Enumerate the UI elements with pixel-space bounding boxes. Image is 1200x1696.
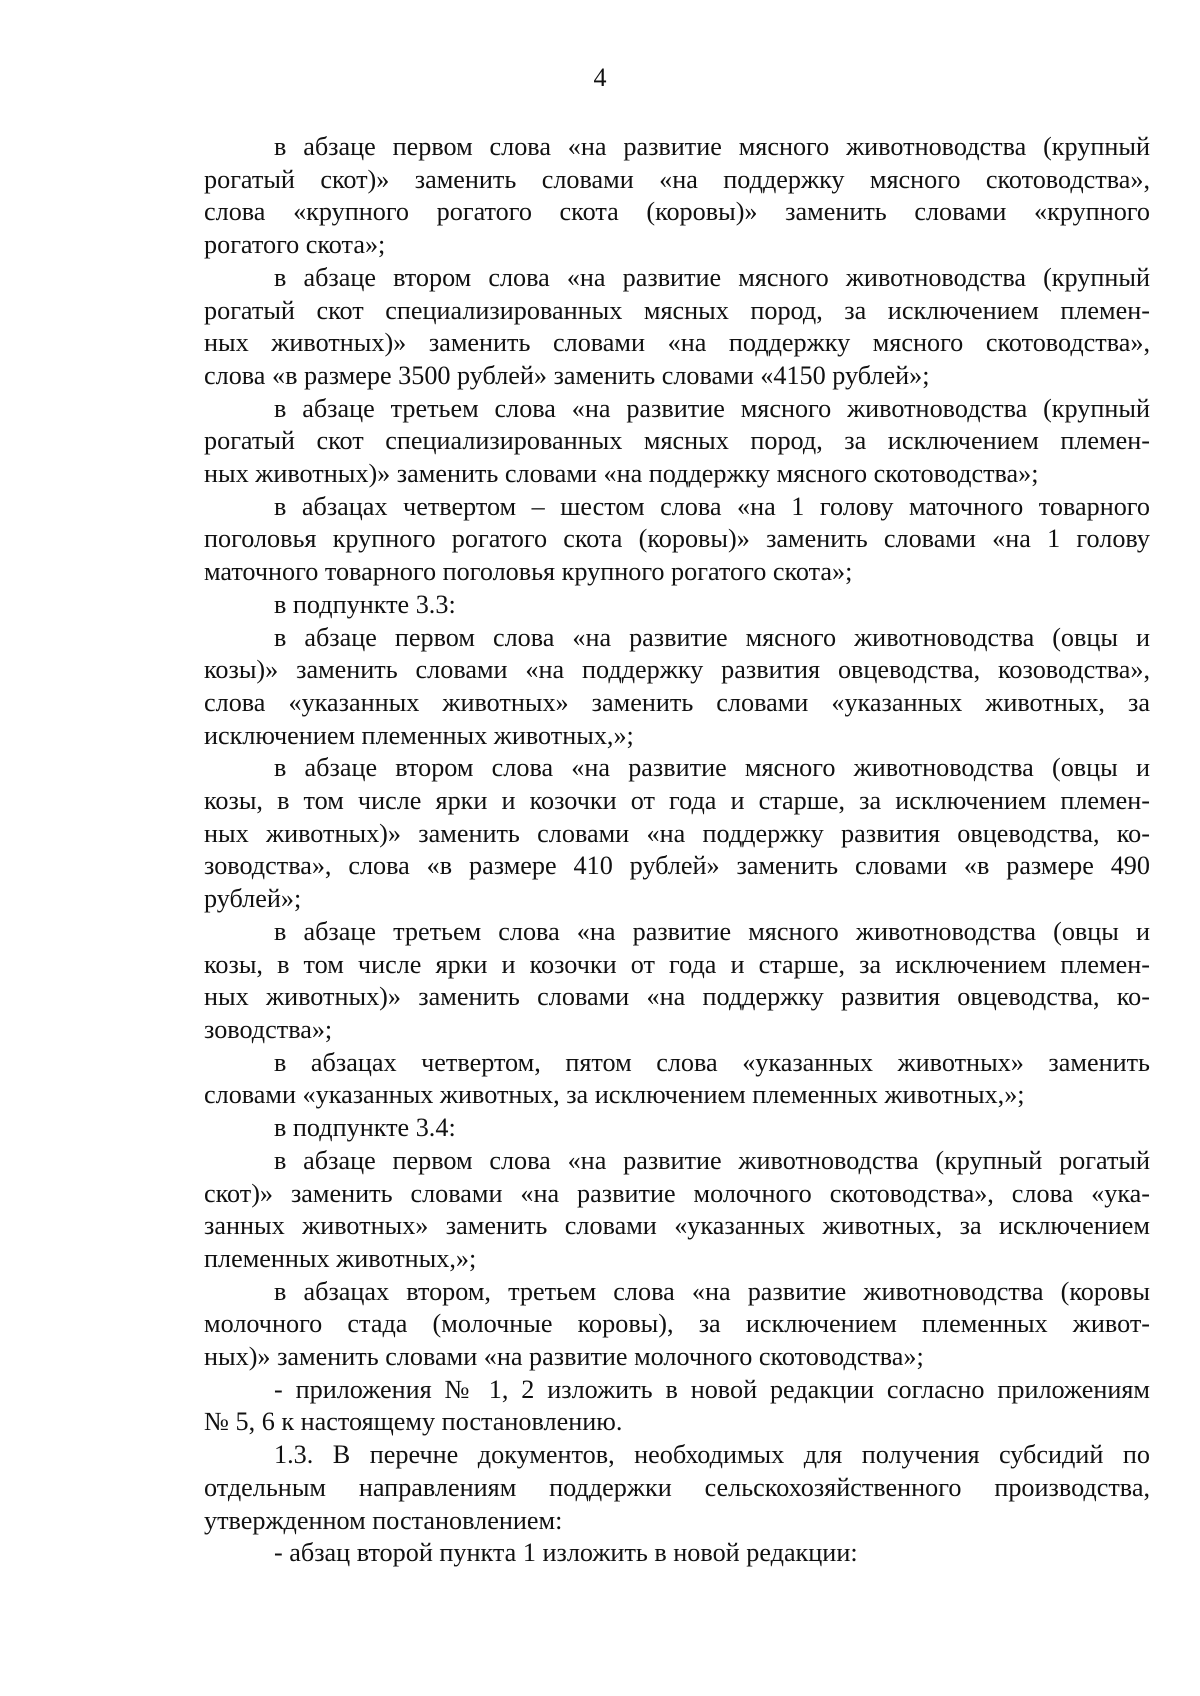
- text-line: рогатый скот специализированных мясных пород, за исключением племен-: [204, 295, 1150, 325]
- text-line: зоводства», слова «в размере 410 рублей» заменить словами «в размере 490: [204, 851, 1150, 881]
- paragraph: [204, 393, 1150, 491]
- text-line: рогатый скот специализированных мясных пород, за исключением племен-: [204, 426, 1150, 456]
- paragraph: [204, 916, 1150, 1047]
- text-line: молочного стада (молочные коровы), за исключением племенных живот-: [204, 1309, 1150, 1339]
- text-line: в абзаце третьем слова «на развитие мясного животноводства (крупный: [274, 393, 1150, 423]
- paragraph: [204, 1374, 1150, 1439]
- text-line: рогатый скот)» заменить словами «на поддержку мясного скотоводства»,: [204, 164, 1150, 194]
- text-line: маточного товарного поголовья крупного рогатого скота»;: [204, 557, 853, 587]
- text-line: слова «в размере 3500 рублей» заменить словами «4150 рублей»;: [204, 360, 930, 390]
- text-line: скот)» заменить словами «на развитие молочного скотоводства», слова «ука-: [204, 1178, 1150, 1208]
- text-line: - приложения № 1, 2 изложить в новой редакции согласно приложениям: [274, 1374, 1150, 1404]
- text-line: в абзаце первом слова «на развитие мясного животноводства (крупный: [274, 132, 1150, 161]
- text-line: в абзаце втором слова «на развитие мясного животноводства (овцы и: [274, 753, 1150, 783]
- text-line: в абзацах четвертом, пятом слова «указанных животных» заменить: [274, 1047, 1150, 1077]
- text-line: слова «указанных животных» заменить словами «указанных животных, за: [204, 687, 1150, 717]
- text-line: утвержденном постановлением:: [204, 1505, 563, 1535]
- text-line: рогатого скота»;: [204, 230, 386, 260]
- text-line: в абзацах втором, третьем слова «на развитие животноводства (коровы: [274, 1276, 1150, 1306]
- text-line: в абзаце первом слова «на развитие мясного животноводства (овцы и: [274, 622, 1150, 652]
- document-body: [204, 131, 1150, 1570]
- text-line: в абзаце третьем слова «на развитие мясного животноводства (овцы и: [274, 916, 1150, 946]
- text-line: отдельным направлениям поддержки сельскохозяйственного производства,: [204, 1472, 1150, 1502]
- text-line: ных животных)» заменить словами «на поддержку развития овцеводства, ко-: [204, 982, 1150, 1012]
- text-line: ных животных)» заменить словами «на поддержку мясного скотоводства»;: [204, 459, 1039, 489]
- text-line: козы)» заменить словами «на поддержку развития овцеводства, козоводства»,: [204, 655, 1150, 685]
- paragraph: [204, 1537, 1150, 1570]
- text-line: ных)» заменить словами «на развитие молочного скотоводства»;: [204, 1342, 924, 1372]
- text-line: в абзацах четвертом – шестом слова «на 1 голову маточного товарного: [274, 491, 1150, 521]
- text-line: в подпункте 3.4:: [274, 1113, 456, 1143]
- page-number: 4: [593, 63, 607, 92]
- text-line: козы, в том числе ярки и козочки от года и старше, за исключением племен-: [204, 786, 1150, 816]
- text-line: козы, в том числе ярки и козочки от года и старше, за исключением племен-: [204, 949, 1150, 979]
- text-line: в подпункте 3.3:: [274, 589, 456, 619]
- text-line: занных животных» заменить словами «указанных животных, за исключением: [204, 1211, 1150, 1241]
- paragraph: [204, 1145, 1150, 1276]
- paragraph: [204, 622, 1150, 753]
- paragraph: [204, 1047, 1150, 1112]
- paragraph: [204, 1276, 1150, 1374]
- paragraph: [204, 262, 1150, 393]
- text-line: ных животных)» заменить словами «на поддержку развития овцеводства, ко-: [204, 818, 1150, 848]
- paragraph: [204, 589, 1150, 622]
- text-line: 1.3. В перечне документов, необходимых для получения субсидий по: [274, 1440, 1150, 1470]
- text-line: в абзаце первом слова «на развитие животноводства (крупный рогатый: [274, 1145, 1150, 1175]
- text-line: зоводства»;: [204, 1014, 333, 1044]
- paragraph: [204, 491, 1150, 589]
- text-line: - абзац второй пункта 1 изложить в новой редакции:: [274, 1538, 858, 1568]
- paragraph: [204, 752, 1150, 916]
- text-line: ных животных)» заменить словами «на поддержку мясного скотоводства»,: [204, 328, 1150, 358]
- text-line: словами «указанных животных, за исключением племенных животных,»;: [204, 1080, 1025, 1110]
- paragraph: [204, 1439, 1150, 1537]
- text-line: в абзаце втором слова «на развитие мясного животноводства (крупный: [274, 262, 1150, 292]
- text-line: слова «крупного рогатого скота (коровы)» заменить словами «крупного: [204, 197, 1150, 227]
- paragraph: [204, 131, 1150, 262]
- text-line: № 5, 6 к настоящему постановлению.: [204, 1407, 623, 1437]
- text-line: рублей»;: [204, 884, 302, 914]
- text-line: племенных животных,»;: [204, 1243, 477, 1273]
- paragraph: [204, 1112, 1150, 1145]
- text-line: исключением племенных животных,»;: [204, 720, 634, 750]
- text-line: поголовья крупного рогатого скота (коровы)» заменить словами «на 1 голову: [204, 524, 1150, 554]
